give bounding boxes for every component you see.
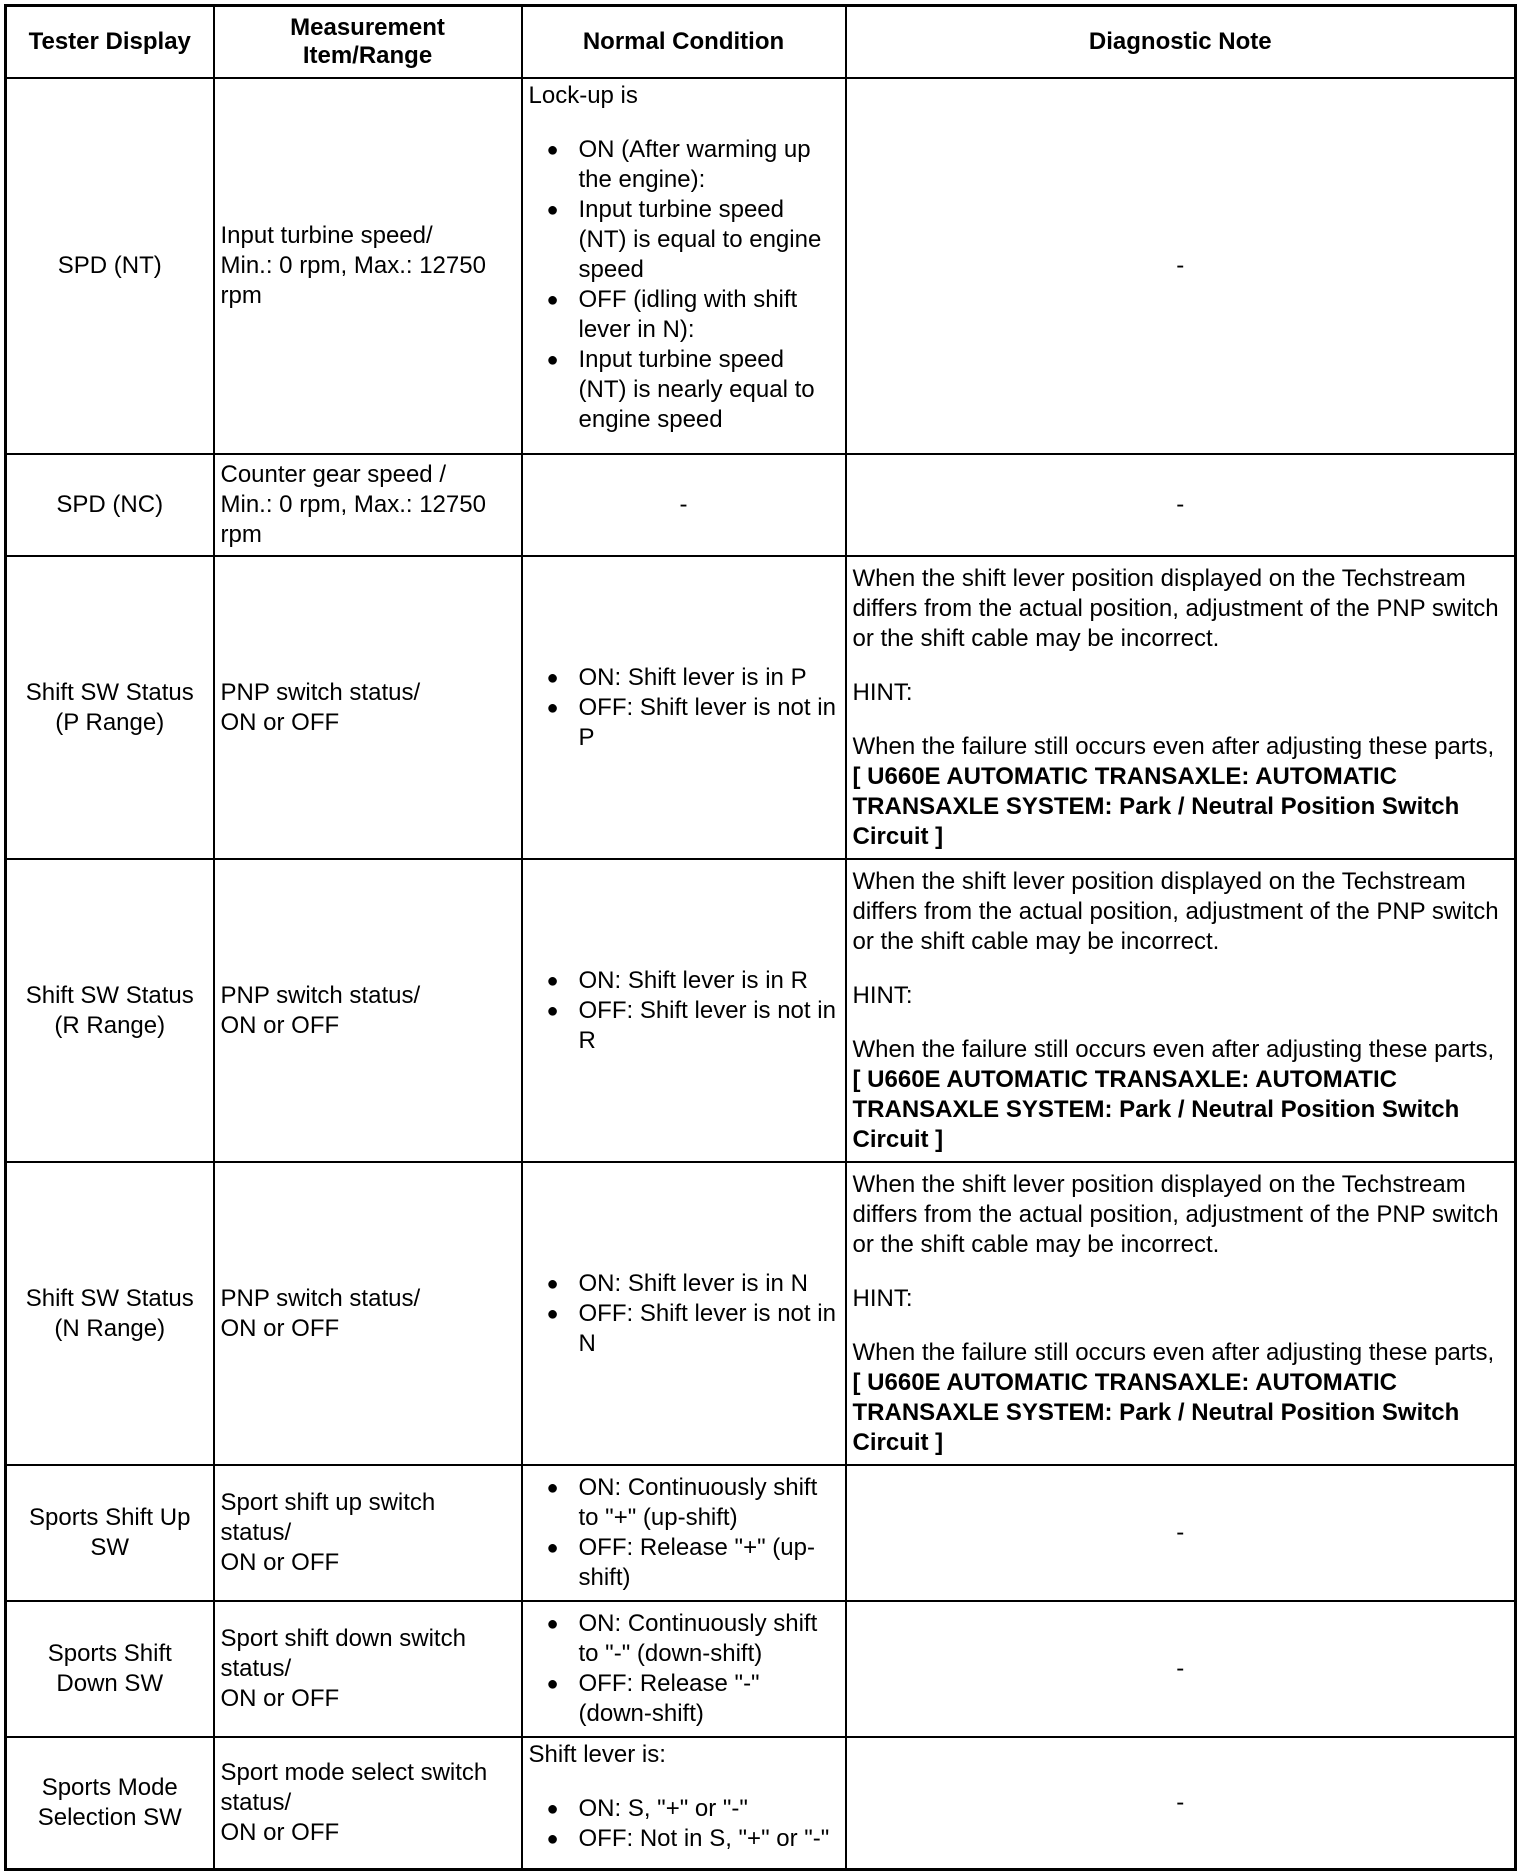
list-item: ● ON: Shift lever is in P	[529, 663, 839, 693]
hint-label: HINT:	[852, 678, 913, 706]
list-item: ● ON: Shift lever is in R	[529, 966, 839, 996]
diagnostic-note-cell: -	[846, 1465, 1516, 1601]
diagnostic-note-cell	[846, 859, 1516, 1162]
measurement-cell: Counter gear speed / Min.: 0 rpm, Max.: 12750 rpm	[214, 454, 522, 556]
measurement-cell: Input turbine speed/ Min.: 0 rpm, Max.: 12750 rpm	[214, 78, 522, 454]
normal-condition-cell	[522, 1601, 846, 1737]
list-item: ● OFF: Release "-" (down-shift)	[529, 1669, 839, 1729]
document-page	[4, 4, 1514, 1871]
list-item: ● ON (After warming up the engine):	[529, 135, 839, 195]
measurement-cell: Sport shift up switch status/ ON or OFF	[214, 1465, 522, 1601]
note-text	[853, 1035, 1509, 1155]
header-normal-condition: Normal Condition	[522, 6, 846, 79]
table-row	[6, 859, 1516, 1162]
note-text: When the shift lever position displayed on the Techstream differs from the actual position, adjustment of the PNP switch or the shift cable may be incorrect.	[852, 564, 1499, 652]
normal-condition-cell	[522, 859, 846, 1162]
hint-label: HINT:	[852, 1284, 913, 1312]
normal-condition-list	[529, 1473, 839, 1593]
normal-condition-list	[529, 1269, 839, 1359]
normal-condition-list	[529, 1794, 839, 1854]
table-row	[6, 1465, 1516, 1601]
list-item: ● Input turbine speed (NT) is nearly equal to engine speed	[529, 345, 839, 435]
list-item: ● ON: Continuously shift to "+" (up-shift)	[529, 1473, 839, 1533]
note-text-span: When the failure still occurs even after adjusting these parts,	[852, 1035, 1495, 1063]
diagnostic-note-cell	[846, 1162, 1516, 1465]
diagnostic-note-cell: -	[846, 78, 1516, 454]
list-item: ● ON: Shift lever is in N	[529, 1269, 839, 1299]
tester-display-cell: Shift SW Status (R Range)	[6, 859, 214, 1162]
diagnostic-note-cell: -	[846, 1737, 1516, 1869]
normal-condition-cell	[522, 556, 846, 859]
note-text-span: When the failure still occurs even after adjusting these parts,	[852, 1338, 1495, 1366]
measurement-cell: PNP switch status/ ON or OFF	[214, 859, 522, 1162]
measurement-cell: Sport shift down switch status/ ON or OFF	[214, 1601, 522, 1737]
list-item: ● OFF: Not in S, "+" or "-"	[529, 1824, 839, 1854]
list-item: ● OFF: Shift lever is not in N	[529, 1299, 839, 1359]
tester-display-cell: Sports Shift Up SW	[6, 1465, 214, 1601]
table-row	[6, 1737, 1516, 1869]
normal-intro: Shift lever is:	[528, 1741, 666, 1768]
tester-display-cell: Sports Shift Down SW	[6, 1601, 214, 1737]
header-tester-display: Tester Display	[6, 6, 214, 79]
measurement-cell: PNP switch status/ ON or OFF	[214, 556, 522, 859]
list-item: ● OFF: Release "+" (up-shift)	[529, 1533, 839, 1593]
note-text: When the shift lever position displayed on the Techstream differs from the actual position, adjustment of the PNP switch or the shift cable may be incorrect.	[852, 1170, 1499, 1258]
normal-condition-cell	[522, 1162, 846, 1465]
hint-label: HINT:	[852, 981, 913, 1009]
tester-display-cell: Sports Mode Selection SW	[6, 1737, 214, 1869]
diagnostic-note-cell: -	[846, 1601, 1516, 1737]
diagnostic-note-cell	[846, 556, 1516, 859]
note-text-span: When the failure still occurs even after adjusting these parts,	[852, 732, 1495, 760]
reference-link[interactable]: [ U660E AUTOMATIC TRANSAXLE: AUTOMATIC TRANSAXLE SYSTEM: Park / Neutral Position Switch Circuit ]	[852, 1368, 1460, 1456]
normal-condition-cell	[522, 1737, 846, 1869]
normal-condition-cell	[522, 1465, 846, 1601]
table-row	[6, 1601, 1516, 1737]
tester-display-cell: SPD (NC)	[6, 454, 214, 556]
list-item: ● OFF: Shift lever is not in P	[529, 693, 839, 753]
table-row	[6, 1162, 1516, 1465]
tester-display-cell: Shift SW Status (N Range)	[6, 1162, 214, 1465]
tester-display-cell: Shift SW Status (P Range)	[6, 556, 214, 859]
normal-condition-cell: -	[522, 454, 846, 556]
normal-condition-cell	[522, 78, 846, 454]
list-item: ● ON: S, "+" or "-"	[529, 1794, 839, 1824]
table-header-row	[6, 6, 1516, 79]
normal-condition-list	[529, 1609, 839, 1729]
header-measurement-item: Measurement Item/Range	[214, 6, 522, 79]
normal-condition-list	[529, 663, 839, 753]
header-diagnostic-note: Diagnostic Note	[846, 6, 1516, 79]
list-item: ● OFF (idling with shift lever in N):	[529, 285, 839, 345]
list-item: ● Input turbine speed (NT) is equal to engine speed	[529, 195, 839, 285]
data-list-table	[4, 4, 1517, 1871]
list-item: ● OFF: Shift lever is not in R	[529, 996, 839, 1056]
normal-intro: Lock-up is	[528, 82, 638, 109]
diagnostic-note-cell: -	[846, 454, 1516, 556]
note-text	[853, 732, 1509, 852]
note-text	[853, 1338, 1509, 1458]
measurement-cell: PNP switch status/ ON or OFF	[214, 1162, 522, 1465]
normal-condition-list	[529, 135, 839, 435]
reference-link[interactable]: [ U660E AUTOMATIC TRANSAXLE: AUTOMATIC TRANSAXLE SYSTEM: Park / Neutral Position Switch Circuit ]	[852, 1065, 1460, 1153]
table-row	[6, 556, 1516, 859]
reference-link[interactable]: [ U660E AUTOMATIC TRANSAXLE: AUTOMATIC TRANSAXLE SYSTEM: Park / Neutral Position Switch Circuit ]	[852, 762, 1460, 850]
note-text: When the shift lever position displayed on the Techstream differs from the actual position, adjustment of the PNP switch or the shift cable may be incorrect.	[852, 867, 1499, 955]
list-item: ● ON: Continuously shift to "-" (down-shift)	[529, 1609, 839, 1669]
measurement-cell: Sport mode select switch status/ ON or OFF	[214, 1737, 522, 1869]
normal-condition-list	[529, 966, 839, 1056]
table-row	[6, 78, 1516, 454]
tester-display-cell: SPD (NT)	[6, 78, 214, 454]
table-row	[6, 454, 1516, 556]
